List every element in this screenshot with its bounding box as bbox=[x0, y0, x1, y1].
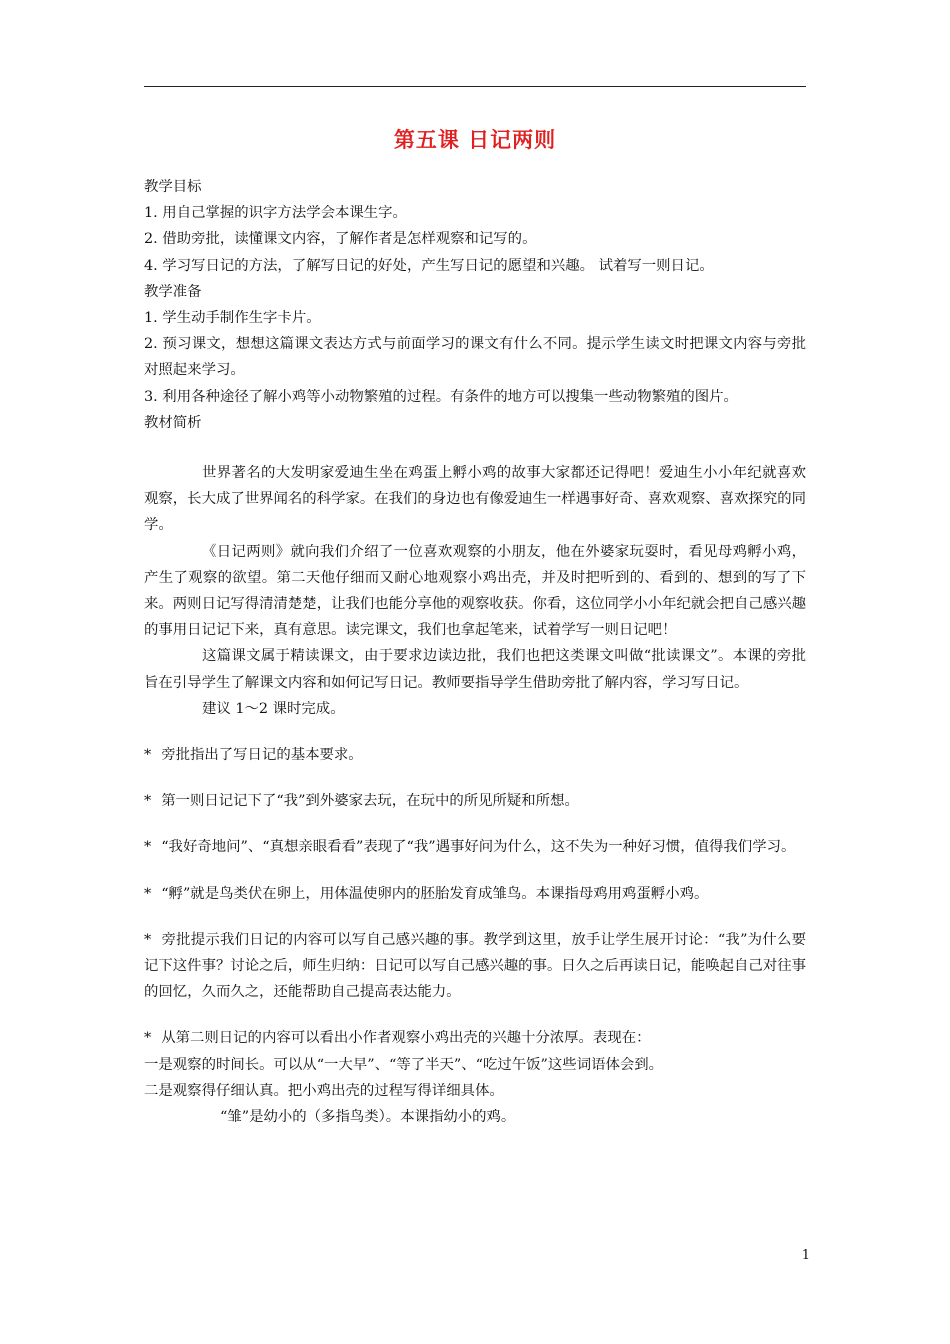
star-marker: * bbox=[144, 885, 152, 902]
note-text: 旁批指出了写日记的基本要求。 bbox=[161, 747, 363, 764]
star-marker: * bbox=[144, 747, 152, 764]
note-detail-line: “雏”是幼小的（多指鸟类）。本课指幼小的鸡。 bbox=[220, 1109, 516, 1126]
analysis-paragraph: 建议 1～2 课时完成。 bbox=[202, 700, 345, 717]
spacer bbox=[144, 436, 806, 460]
annotation-note bbox=[144, 1025, 806, 1051]
analysis-paragraph: 世界著名的大发明家爱迪生坐在鸡蛋上孵小鸡的故事大家都还记得吧！爱迪生小小年纪就喜欢观察，长大成了世界闻名的科学家。在我们的身边也有像爱迪生一样遇事好奇、喜欢观察、喜欢探究的同学。 bbox=[144, 465, 806, 534]
spacer bbox=[144, 861, 806, 881]
page-number: 1 bbox=[801, 1248, 810, 1263]
section-heading-prep: 教学准备 bbox=[144, 283, 202, 300]
analysis-paragraph: 《日记两则》就向我们介绍了一位喜欢观察的小朋友，他在外婆家玩耍时，看见母鸡孵小鸡，产生了观察的欲望。第二天他仔细而又耐心地观察小鸡出壳，并及时把听到的、看到的、想到的写了下来。两则日记写得清清楚楚，让我们也能分享他的观察收获。你看，这位同学小小年纪就会把自己感兴趣的事用日记记下来，真有意思。读完课文，我们也拿起笔来，试着学写一则日记吧！ bbox=[144, 543, 806, 639]
goal-item: 1. 用自己掌握的识字方法学会本课生字。 bbox=[144, 205, 407, 222]
prep-item: 3. 利用各种途径了解小鸡等小动物繁殖的过程。有条件的地方可以搜集一些动物繁殖的图片。 bbox=[144, 388, 738, 405]
annotation-note bbox=[144, 788, 806, 814]
note-detail-line: 一是观察的时间长。可以从“一大早”、“等了半天”、“吃过午饭”这些词语体会到。 bbox=[144, 1056, 664, 1073]
prep-item: 2. 预习课文，想想这篇课文表达方式与前面学习的课文有什么不同。提示学生读文时把课文内容与旁批对照起来学习。 bbox=[144, 336, 806, 379]
note-text: 从第二则日记的内容可以看出小作者观察小鸡出壳的兴趣十分浓厚。表现在： bbox=[161, 1030, 651, 1047]
section-heading-goals: 教学目标 bbox=[144, 179, 202, 195]
note-text: 旁批提示我们日记的内容可以写自己感兴趣的事。教学到这里，放手让学生展开讨论：“我”为什么要记下这件事？讨论之后，师生归纳：日记可以写自己感兴趣的事。日久之后再读日记，能唤起自己对往事的回忆，久而久之，还能帮助自己提高表达能力。 bbox=[144, 931, 806, 1001]
annotation-note bbox=[144, 881, 806, 907]
spacer bbox=[144, 907, 806, 927]
spacer bbox=[144, 768, 806, 788]
note-detail-line: 二是观察得仔细认真。把小鸡出壳的过程写得详细具体。 bbox=[144, 1082, 504, 1099]
annotation-note bbox=[144, 927, 806, 1006]
spacer bbox=[144, 814, 806, 834]
note-text: “孵”就是鸟类伏在卵上，用体温使卵内的胚胎发育成雏鸟。本课指母鸡用鸡蛋孵小鸡。 bbox=[161, 885, 709, 902]
prep-item: 1. 学生动手制作生字卡片。 bbox=[144, 310, 321, 327]
goal-item: 4. 学习写日记的方法，了解写日记的好处，产生写日记的愿望和兴趣。 试着写一则日记。 bbox=[144, 257, 714, 274]
star-marker: * bbox=[144, 931, 152, 948]
star-marker: * bbox=[144, 1030, 152, 1047]
spacer bbox=[144, 1005, 806, 1025]
note-text: “我好奇地问”、“真想亲眼看看”表现了“我”遇事好问为什么，这不失为一种好习惯，值得我们学习。 bbox=[161, 839, 796, 856]
analysis-paragraph: 这篇课文属于精读课文，由于要求边读边批，我们也把这类课文叫做“批读课文”。本课的旁批旨在引导学生了解课文内容和如何记写日记。教师要指导学生借助旁批了解内容，学习写日记。 bbox=[144, 648, 806, 691]
page-title: 第五课 日记两则 bbox=[393, 128, 557, 152]
star-marker: * bbox=[144, 793, 152, 810]
note-text: 第一则日记记下了“我”到外婆家去玩，在玩中的所见所疑和所想。 bbox=[161, 793, 579, 810]
section-heading-analysis: 教材简析 bbox=[144, 414, 202, 431]
header-rule bbox=[144, 86, 806, 87]
spacer bbox=[144, 722, 806, 742]
annotation-note bbox=[144, 742, 806, 768]
document-body bbox=[144, 174, 806, 1130]
star-marker: * bbox=[144, 839, 152, 856]
goal-item: 2. 借助旁批，读懂课文内容，了解作者是怎样观察和记写的。 bbox=[144, 231, 537, 248]
annotation-note bbox=[144, 834, 806, 860]
